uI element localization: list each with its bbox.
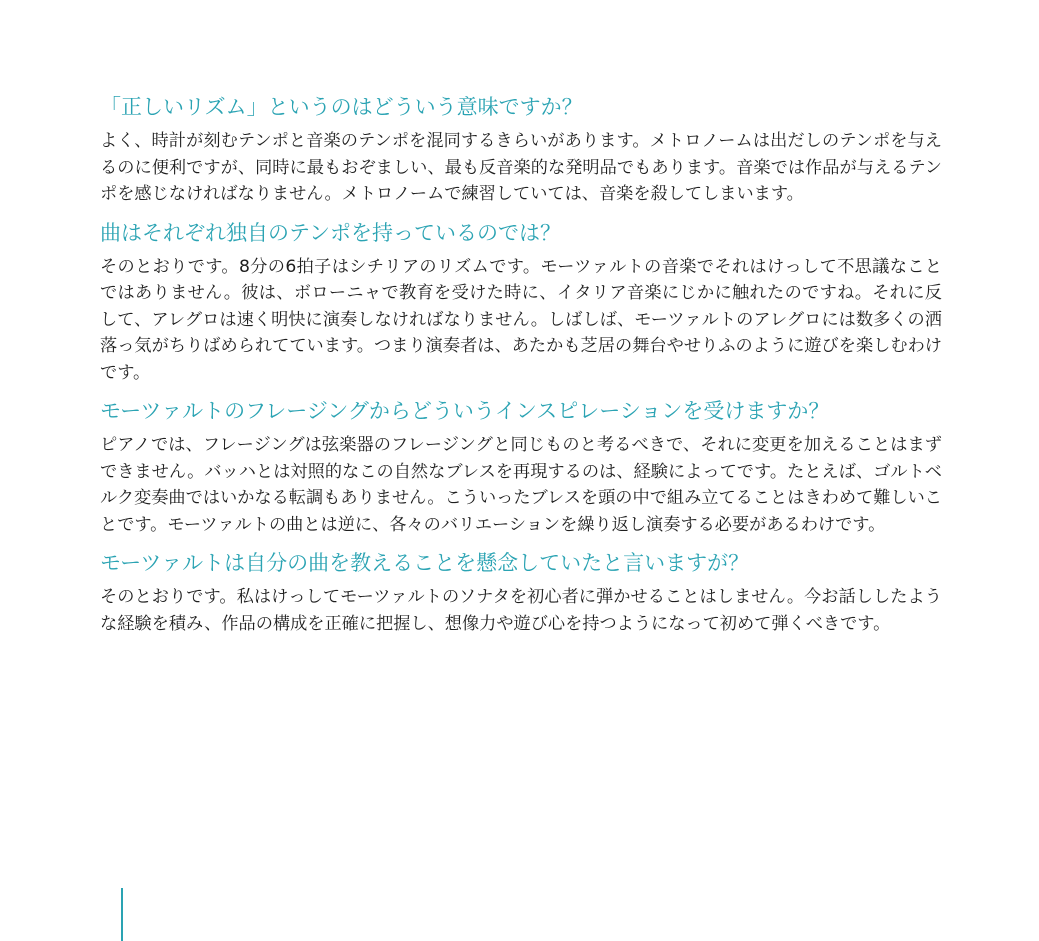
question-heading-4: モーツァルトは自分の曲を教えることを懸念していたと言いますが？ [100, 551, 750, 575]
answer-paragraph-2: そのとおりです。8分の6拍子はシチリアのリズムです。モーツァルトの音楽でそれはけっして不思議なことではありません。彼は、ボローニャで教育を受けた時に、イタリア音楽にじかに触れたのですね。それに反して、アレグロは速く明快に演奏しなければなりません。しばしば、モーツァルトのアレグロには数多くの洒落っ気がちりばめられてています。つまり演奏者は、あたかも芝居の舞台やせりふのように遊びを楽しむわけです。 [100, 256, 942, 383]
answer-paragraph-3: ピアノでは、フレージングは弦楽器のフレージングと同じものと考るべきで、それに変更を加えることはまずできません。バッハとは対照的なこの自然なブレスを再現するのは、経験によってです。たとえば、ゴルトベルク変奏曲ではいかなる転調もありません。こういったブレスを頭の中で組み立てることはきわめて難しいことです。モーツァルトの曲とは逆に、各々のバリエーションを繰り返し演奏する必要があるわけです。 [100, 435, 942, 535]
question-heading-1: 「正しいリズム」というのはどういう意味ですか？ [100, 95, 583, 119]
answer-paragraph-4: そのとおりです。私はけっしてモーツァルトのソナタを初心者に弾かせることはしません。今お話ししたような経験を積み、作品の構成を正確に把握し、想像力や遊び心を持つようになって初めて弾くべきです。 [100, 587, 942, 634]
question-heading-2: 曲はそれぞれ独自のテンポを持っているのでは？ [100, 220, 561, 245]
answer-paragraph-1: よく、時計が刻むテンポと音楽のテンポを混同するきらいがあります。メトロノームは出だしのテンポを与えるのに便利ですが、同時に最もおぞましい、最も反音楽的な発明品でもあります。音楽では作品が与えるテンポを感じなければなりません。メトロノームで練習していては、音楽を殺してしまいます。 [100, 131, 942, 204]
interview-page [100, 92, 942, 647]
margin-rule-divider [121, 888, 123, 941]
question-heading-3: モーツァルトのフレージングからどういうインスピレーションを受けますか？ [100, 399, 830, 423]
